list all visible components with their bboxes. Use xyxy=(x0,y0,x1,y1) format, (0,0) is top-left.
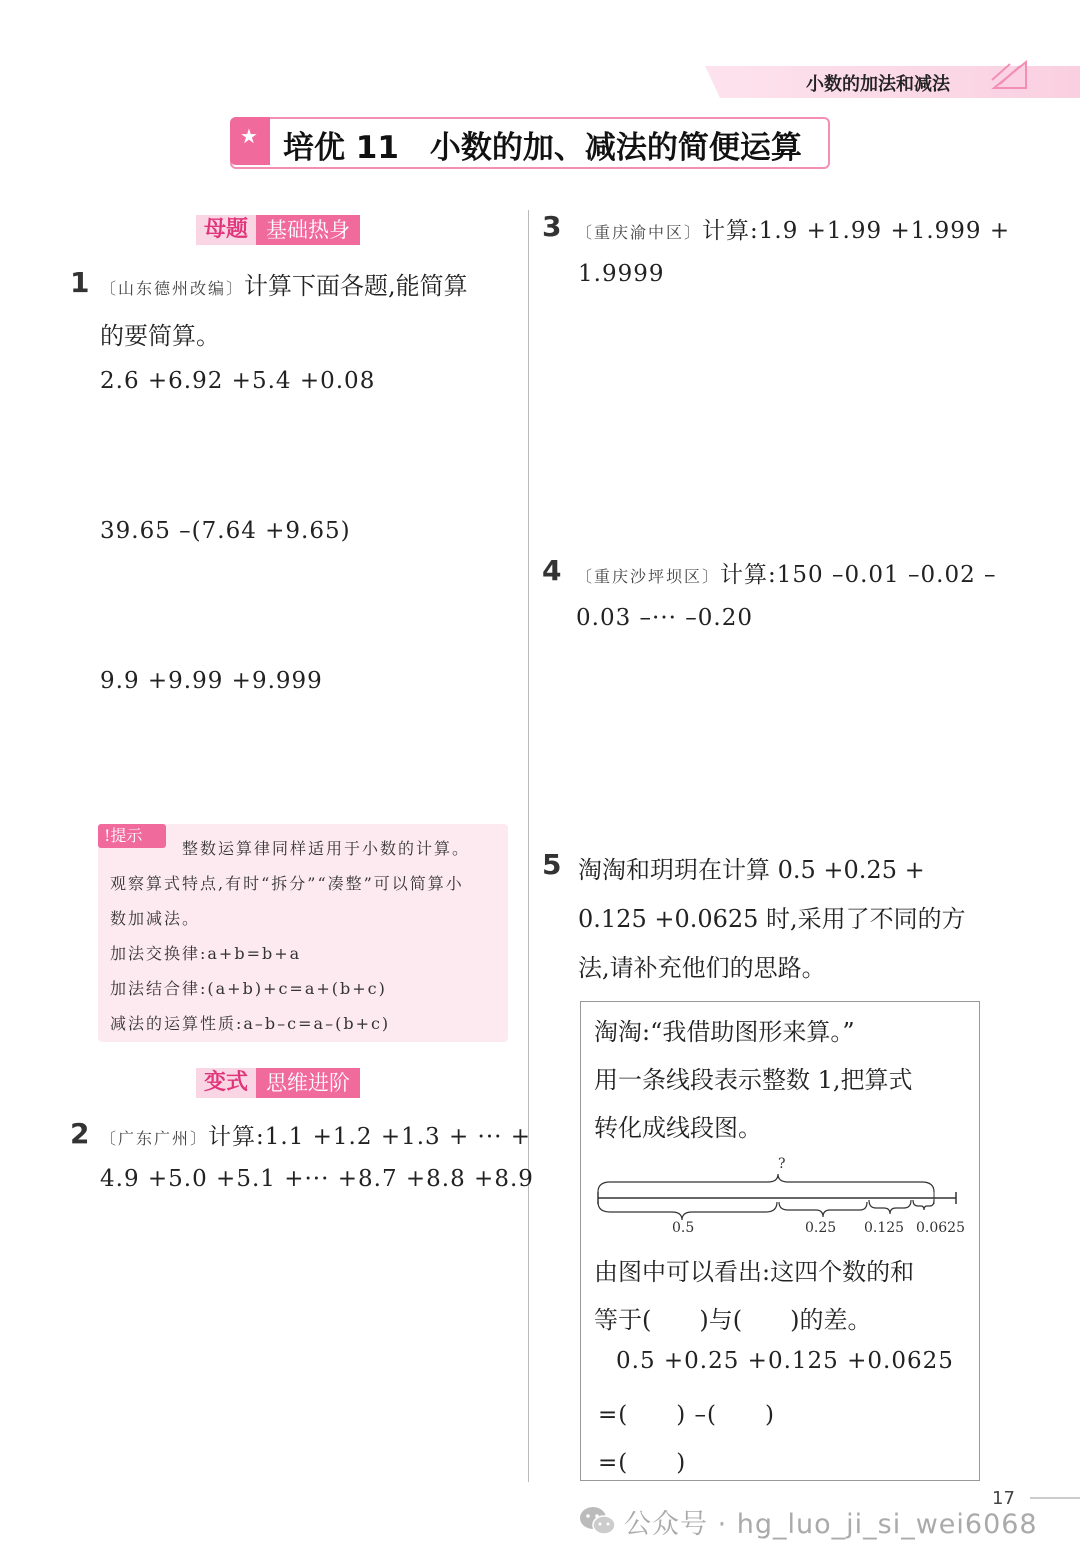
watermark: 公众号 · hg_luo_ji_si_wei6068 xyxy=(624,1509,1038,1540)
box-line-5: 等于( )与( )的差。 xyxy=(594,1306,872,1334)
diagram-brace-c xyxy=(869,1200,911,1214)
section-tag-sub: 思维进阶 xyxy=(256,1068,360,1098)
hint-line: 整数运算律同样适用于小数的计算。 xyxy=(182,839,471,858)
triangle-ruler-icon xyxy=(990,58,1030,92)
section-tag-basic xyxy=(196,215,360,245)
question-4-source: 〔重庆沙坪坝区〕 xyxy=(576,567,721,586)
page-number-rule xyxy=(1030,1497,1080,1499)
diagram-label-d: 0.0625 xyxy=(916,1220,965,1236)
question-2-number: 2 xyxy=(70,1117,90,1150)
diagram-brace-b xyxy=(779,1202,867,1217)
section-tag-sub: 基础热身 xyxy=(256,215,360,245)
question-1-prompt xyxy=(100,266,468,301)
question-1-number: 1 xyxy=(70,266,90,299)
question-3-line-1: 计算:1.9 +1.99 +1.999 + xyxy=(702,218,1011,244)
question-3-prompt xyxy=(576,212,1010,245)
diagram-brace-d xyxy=(913,1200,934,1210)
question-1-text-1: 计算下面各题,能简算 xyxy=(244,272,468,300)
question-1-source: 〔山东德州改编〕 xyxy=(100,279,245,298)
question-2-line-2: 4.9 +5.0 +5.1 +··· +8.7 +8.8 +8.9 xyxy=(100,1166,534,1192)
question-3-number: 3 xyxy=(542,210,562,243)
question-4-line-1: 计算:150 –0.01 –0.02 – xyxy=(720,562,997,588)
box-line-4: 由图中可以看出:这四个数的和 xyxy=(594,1258,915,1286)
line-segment-diagram xyxy=(590,1150,970,1240)
hint-line: 加法结合律:(a+b)+c=a+(b+c) xyxy=(110,979,387,998)
hint-line: 数加减法。 xyxy=(110,909,201,928)
question-5-line-3: 法,请补充他们的思路。 xyxy=(578,954,826,982)
hint-line: 观察算式特点,有时“拆分”“凑整”可以简算小 xyxy=(110,874,464,893)
question-1-expr-1: 2.6 +6.92 +5.4 +0.08 xyxy=(100,368,376,394)
question-5-line-2: 0.125 +0.0625 时,采用了不同的方 xyxy=(578,905,966,933)
section-tag-main: 母题 xyxy=(196,215,256,245)
question-2-source: 〔广东广州〕 xyxy=(100,1129,209,1148)
question-4-prompt xyxy=(576,556,997,589)
question-3-source: 〔重庆渝中区〕 xyxy=(576,223,703,242)
page-title: 培优 11 小数的加、减法的简便运算 xyxy=(283,130,802,166)
question-4-line-2: 0.03 –··· –0.20 xyxy=(576,605,753,631)
section-tag-main: 变式 xyxy=(196,1068,256,1098)
diagram-brace-a xyxy=(598,1202,777,1220)
diagram-brace-total xyxy=(598,1174,934,1192)
diagram-label-top: ? xyxy=(778,1156,786,1172)
question-1-expr-3: 9.9 +9.99 +9.999 xyxy=(100,668,323,694)
star-icon: ★ xyxy=(240,124,258,148)
section-tag-variant xyxy=(196,1068,360,1098)
chapter-label: 小数的加法和减法 xyxy=(806,74,950,95)
diagram-label-a: 0.5 xyxy=(672,1220,695,1236)
question-5-number: 5 xyxy=(542,848,562,881)
box-line-3: 转化成线段图。 xyxy=(594,1114,762,1142)
hint-line: 减法的运算性质:a–b–c=a–(b+c) xyxy=(110,1014,391,1033)
question-3-line-2: 1.9999 xyxy=(578,261,665,287)
wechat-icon xyxy=(578,1505,618,1537)
box-line-8: =( ) xyxy=(598,1450,687,1476)
box-line-7: =( ) –( ) xyxy=(598,1402,775,1428)
question-2-prompt xyxy=(100,1118,531,1151)
question-5-line-1: 淘淘和玥玥在计算 0.5 +0.25 + xyxy=(578,856,925,884)
box-line-2: 用一条线段表示整数 1,把算式 xyxy=(594,1066,913,1094)
question-1-text-2: 的要简算。 xyxy=(100,322,220,350)
hint-line: 加法交换律:a+b=b+a xyxy=(110,944,302,963)
page-number: 17 xyxy=(992,1488,1015,1509)
question-1-expr-2: 39.65 –(7.64 +9.65) xyxy=(100,518,351,544)
diagram-label-b: 0.25 xyxy=(805,1220,837,1236)
box-line-1: 淘淘:“我借助图形来算。” xyxy=(594,1018,855,1046)
question-4-number: 4 xyxy=(542,554,562,587)
box-line-6: 0.5 +0.25 +0.125 +0.0625 xyxy=(616,1348,954,1374)
column-divider xyxy=(528,210,529,1482)
diagram-label-c: 0.125 xyxy=(864,1220,905,1236)
hint-badge: !提示 xyxy=(98,824,166,848)
question-2-line-1: 计算:1.1 +1.2 +1.3 + ··· + xyxy=(208,1124,532,1150)
